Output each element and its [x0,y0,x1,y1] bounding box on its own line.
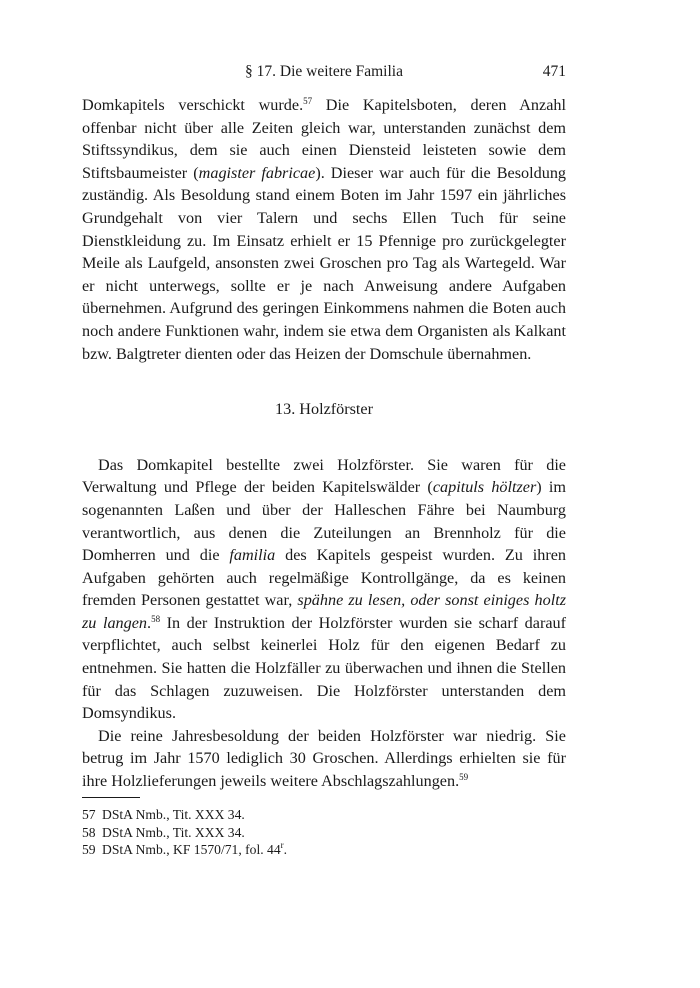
text-run: Das Domkapitel bestellte zwei Holzförster. Sie waren für die Verwaltung und Pflege der beiden Kapitelswälder ( [82,455,566,497]
footnote-ref-58: 58 [151,613,161,624]
folio-side: r [280,840,284,850]
footnote [82,824,566,842]
text-run: Die Kapitelsboten, deren Anzahl offenbar nicht über alle Zeiten gleich war, unterstanden zunächst dem Stiftssyndikus, dem sie auch einen Diensteid leisteten sowie dem Stiftsbaumeister ( [82,96,566,182]
footnote-number: 58 [82,824,96,840]
footnote [82,806,566,824]
section-heading: 13. Holzförster [275,400,373,419]
page-number: 471 [542,63,566,80]
paragraph [82,94,566,365]
text-run: ). Dieser war auch für die Besoldung zuständig. Als Besoldung stand einem Boten im Jahr 1597 ein jährliches Grundgehalt von vier Talern und sechs Ellen Tuch für seine Dienstkleidung zu. Im Einsatz erhielt er 15 Pfennige pro zurückgelegter Meile als Laufgeld, ansonsten zwei Groschen pro Tag als Wartegeld. War er nicht unterwegs, sollte er je nach Anweisung andere Aufgaben übernehmen. Aufgrund des geringen Einkommens nahmen die Boten auch noch andere Funktionen wahr, indem sie etwa dem Organisten als Kalkant bzw. Balgtreter dienten oder das Heizen der Domschule übernahmen. [82,163,567,363]
footnote-text: DStA Nmb., Tit. XXX 34. [102,824,245,840]
footnote [82,841,566,859]
text-run: In der Instruktion der Holzförster wurden sie scharf darauf verpflichtet, auch selbst keinerlei Holz für den eigenen Bedarf zu entnehmen. Sie hatten die Holzfäller zu überwachen und ihnen die Stellen für das Schlagen zuzuweisen. Die Holzförster unterstanden dem Domsyndikus. [82,613,567,723]
text-run: . [283,842,288,857]
text-run: Domkapitels verschickt wurde. [82,96,304,114]
body-text [82,94,566,793]
footnote-number: 57 [82,807,96,822]
paragraph [82,725,566,793]
footnote-ref-59: 59 [459,772,469,783]
footnote-ref-57: 57 [303,96,313,106]
running-head [82,63,566,85]
text-run: des Kapitels gespeist wurden. Zu ihren Aufgaben gehörten auch regelmäßige Kontrollgänge, da es keinen fremden Personen gestattet war, [82,546,566,610]
text-run: Die reine Jahresbesoldung der beiden Holzförster war niedrig. Sie betrug im Jahr 1570 lediglich 30 Groschen. Allerdings erhielten sie für ihre Holzlieferungen jeweils weitere Abschlagszahlungen. [82,726,566,791]
footnotes [82,806,566,859]
text-run: ) im sogenannten Laßen und über der Halleschen Fähre bei Naumburg verantwortlich, aus denen die Zuteilungen an Brennholz für die Domherren und die [82,478,566,565]
paragraph [82,454,566,725]
footnote-text: DStA Nmb., Tit. XXX 34. [102,807,245,822]
footnote-text [102,841,287,859]
footnote-rule [82,797,140,798]
italic-term: capituls höltzer [432,478,537,497]
italic-term: familia [229,546,276,565]
text-run: . [147,613,152,632]
text-run: DStA Nmb., KF 1570/71, fol. 44 [102,842,281,857]
italic-quote: spähne zu lesen, oder sonst einiges holtz zu langen [82,591,566,632]
footnote-number: 59 [82,842,96,857]
italic-term: magister fabricae [198,163,316,182]
running-title: § 17. Die weitere Familia [245,63,403,80]
